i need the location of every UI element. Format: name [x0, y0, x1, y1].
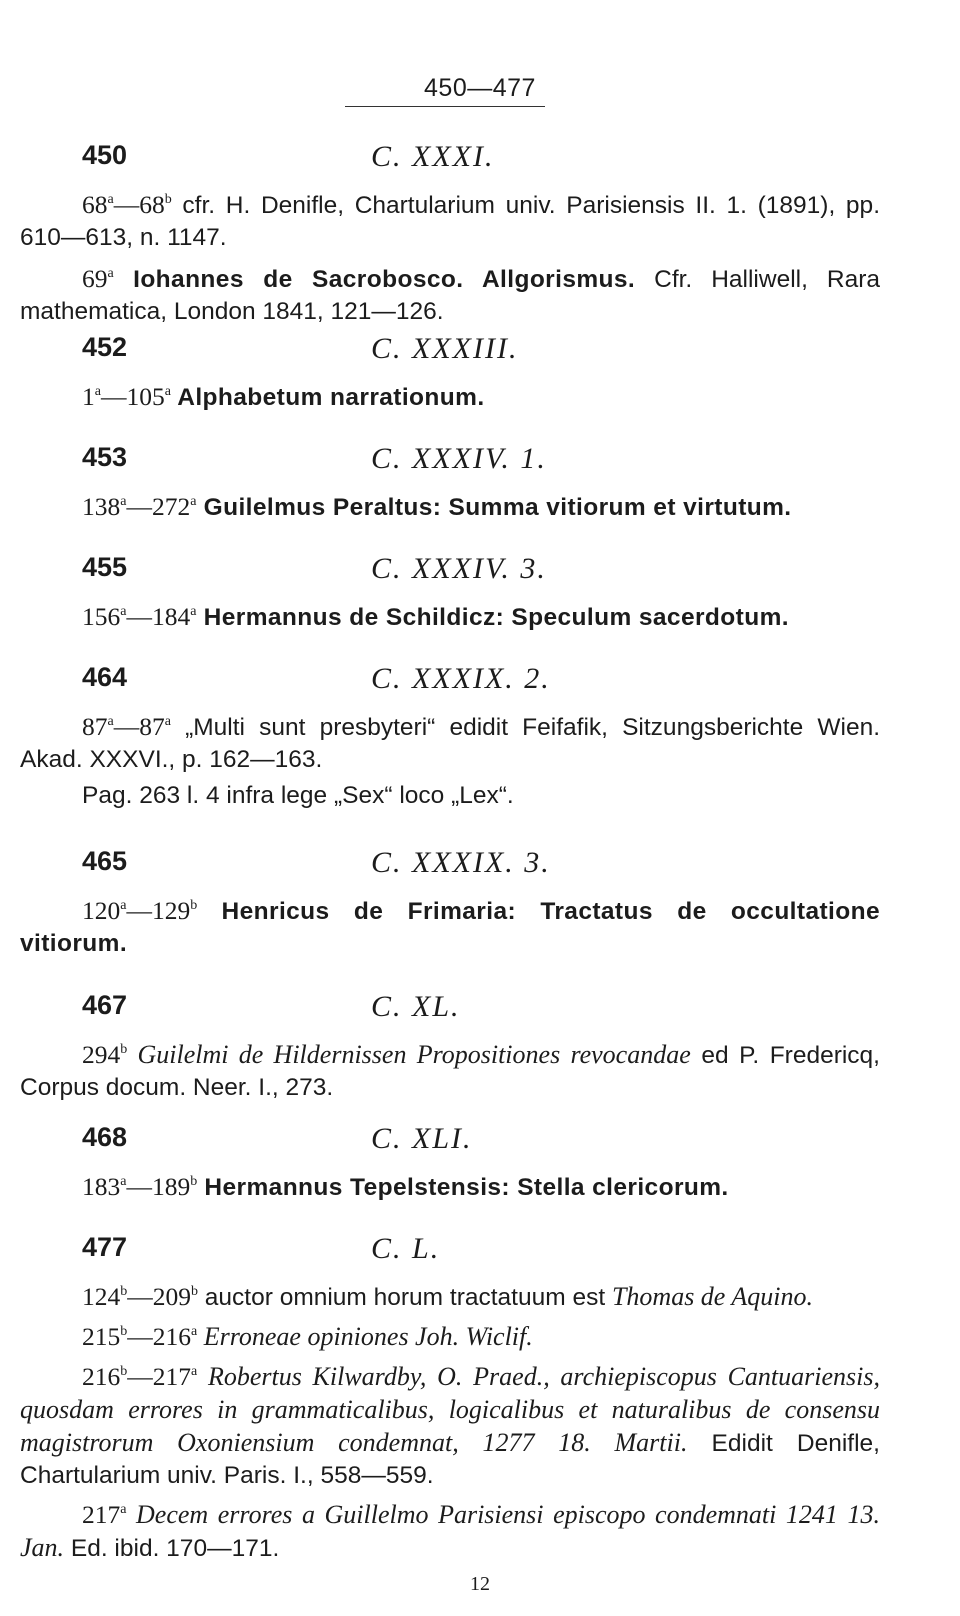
folio-reference: 215$^b$—216$^a$: [82, 1322, 198, 1351]
codex-signature: C. XL.: [371, 990, 461, 1023]
folio-reference: 120$^a$—129$^b$: [82, 896, 198, 925]
codex-signature: C. XXXI.: [371, 140, 495, 173]
folio-reference: 156$^a$—184$^a$: [82, 602, 197, 631]
paragraph-text: Pag. 263 l. 4 infra lege „Sex“ loco „Lex“.: [82, 782, 514, 809]
running-head-rule: [345, 106, 545, 107]
codex-signature: C. XLI.: [371, 1122, 473, 1155]
entry-number: 453: [82, 442, 128, 472]
entry-450: [20, 140, 880, 328]
folio-reference: 69$^a$: [82, 264, 114, 293]
entry-paragraph: [20, 486, 880, 524]
entry-453: [20, 442, 880, 524]
entry-paragraph: [20, 1166, 880, 1204]
codex-signature: C. XXXIX. 2.: [371, 662, 551, 695]
entry-header: [20, 332, 880, 372]
paragraph-text: ed P. Fredericq, Corpus docum. Neer. I., 273.: [20, 1042, 880, 1101]
folio-reference: 217$^a$: [82, 1500, 127, 1529]
work-title: Alphabetum narrationum.: [170, 384, 485, 411]
entry-header: [20, 1122, 880, 1162]
folio-reference: 87$^a$—87$^a$: [82, 712, 171, 741]
entry-header: [20, 552, 880, 592]
paragraph-text: auctor omnium horum tractatuum est: [198, 1284, 612, 1311]
paragraph-text: Edidit Denifle, Chartularium univ. Paris. I., 558—559.: [20, 1430, 880, 1489]
paragraph-text: „Multi sunt presbyteri“ edidit Feifafik, Sitzungsberichte Wien. Akad. XXXVI., p. 162—163.: [20, 714, 880, 773]
work-title: Guilelmus Peraltus: Summa vitiorum et virtutum.: [196, 494, 792, 521]
folio-reference: 183$^a$—189$^b$: [82, 1172, 198, 1201]
entry-header: [20, 846, 880, 886]
entry-paragraph: [20, 1494, 880, 1565]
entry-header: [20, 662, 880, 702]
entry-paragraph: [20, 1034, 880, 1104]
folio-reference: 68$^a$—68$^b$: [82, 190, 172, 219]
entry-number: 477: [82, 1232, 128, 1262]
entry-paragraph: [20, 1356, 880, 1492]
work-title: Hermannus Tepelstensis: Stella clericorum.: [197, 1174, 729, 1201]
entry-header: [20, 1232, 880, 1272]
entry-header: [20, 990, 880, 1030]
entry-number: 467: [82, 990, 128, 1020]
folio-reference: 216$^b$—217$^a$: [82, 1362, 198, 1391]
entry-paragraph: [20, 258, 880, 328]
entry-paragraph: [20, 706, 880, 776]
entry-452: [20, 332, 880, 414]
folio-reference: 138$^a$—272$^a$: [82, 492, 197, 521]
page-number: 12: [470, 1573, 490, 1595]
work-title: Guilelmi de Hildernissen Propositiones revocandae: [127, 1040, 691, 1069]
entry-number: 452: [82, 332, 128, 362]
codex-signature: C. L.: [371, 1232, 441, 1265]
entry-477: [20, 1232, 880, 1565]
entry-paragraph: [20, 596, 880, 634]
entry-paragraph: [20, 184, 880, 254]
entry-467: [20, 990, 880, 1104]
entry-paragraph: [20, 780, 880, 812]
work-title: Hermannus de Schildicz: Speculum sacerdotum.: [196, 604, 789, 631]
work-title: Henricus de Frimaria: Tractatus de occultatione vitiorum.: [20, 898, 880, 957]
entry-465: [20, 846, 880, 960]
entry-number: 468: [82, 1122, 128, 1152]
entry-paragraph: [20, 890, 880, 960]
entry-paragraph: [20, 1276, 880, 1314]
folio-reference: 294$^b$: [82, 1040, 128, 1069]
entry-number: 465: [82, 846, 128, 876]
paragraph-text: cfr. H. Denifle, Chartularium univ. Parisiensis II. 1. (1891), pp. 610—613, n. 1147.: [20, 192, 880, 251]
folio-reference: 124$^b$—209$^b$: [82, 1282, 198, 1311]
codex-signature: C. XXXIII.: [371, 332, 519, 365]
entry-paragraph: [20, 376, 880, 414]
entry-paragraph: [20, 1316, 880, 1354]
work-title: Erroneae opiniones Joh. Wiclif.: [197, 1322, 533, 1351]
running-head: 450—477: [424, 74, 536, 102]
work-title: Decem errores a Guillelmo Parisiensi episcopo condemnati 1241 13. Jan.: [20, 1500, 880, 1562]
codex-signature: C. XXXIX. 3.: [371, 846, 551, 879]
entry-header: [20, 140, 880, 180]
codex-signature: C. XXXIV. 3.: [371, 552, 547, 585]
entry-455: [20, 552, 880, 634]
entry-number: 464: [82, 662, 128, 692]
paragraph-text: Ed. ibid. 170—171.: [64, 1535, 280, 1562]
entry-number: 455: [82, 552, 128, 582]
folio-reference: 1$^a$—105$^a$: [82, 382, 171, 411]
work-title: Iohannes de Sacrobosco. Allgorismus.: [113, 266, 636, 293]
work-title: Robertus Kilwardby, O. Praed., archiepiscopus Cantuariensis, quosdam errores in grammaticalibus, logicalibus et naturalibus de consensu magistrorum Oxoniensium condemnat, 1277 18. Martii.: [20, 1362, 880, 1457]
codex-signature: C. XXXIV. 1.: [371, 442, 547, 475]
entry-header: [20, 442, 880, 482]
entry-468: [20, 1122, 880, 1204]
entry-464: [20, 662, 880, 812]
paragraph-text: Cfr. Halliwell, Rara mathematica, London 1841, 121—126.: [20, 266, 880, 325]
author-name: Thomas de Aquino.: [611, 1282, 813, 1311]
entry-number: 450: [82, 140, 128, 170]
